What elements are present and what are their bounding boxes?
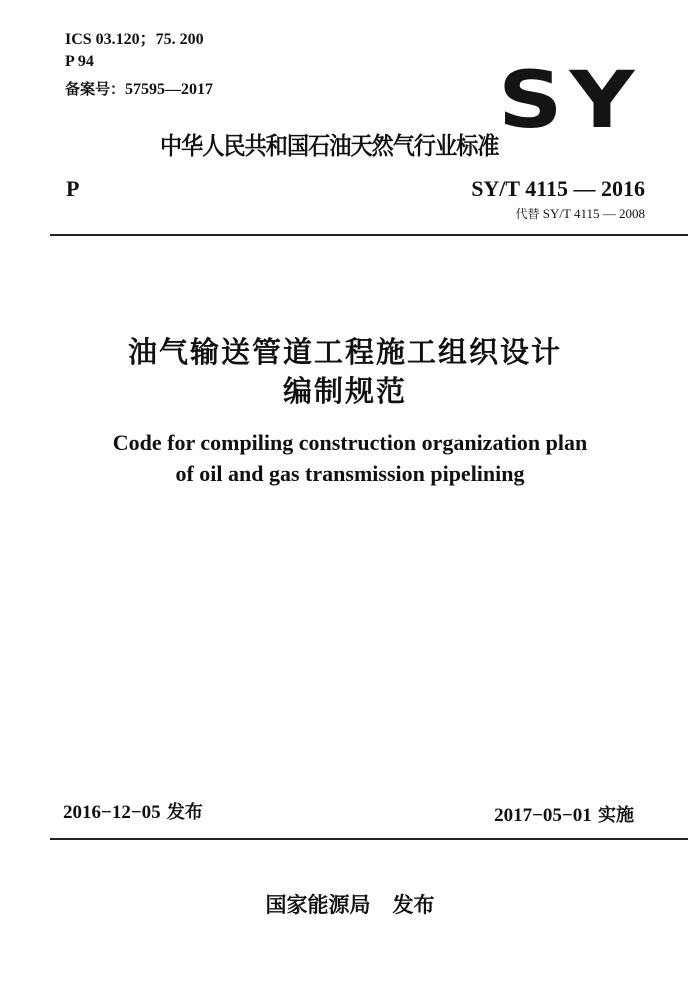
issue-label: 发布: [160, 802, 203, 823]
standard-number: SY/T 4115 — 2016: [471, 176, 645, 201]
title-chinese-line-1: 油气输送管道工程施工组织设计: [127, 335, 562, 369]
effective-date: [494, 803, 634, 829]
classification-code: P 94: [65, 53, 94, 70]
title-english-line-2: of oil and gas transmission pipelining: [175, 461, 525, 486]
publisher: 国家能源局 发布: [265, 893, 435, 917]
replaces-standard: [516, 206, 645, 222]
replaces-value: SY/T 4115 — 2008: [539, 206, 645, 221]
footer-divider: [50, 838, 688, 840]
effective-date-value: 2017−05−01: [494, 805, 592, 826]
record-value: 57595—2017: [125, 81, 214, 98]
record-label: 备案号：: [65, 80, 126, 98]
category-letter: P: [66, 176, 80, 201]
header-divider: [50, 234, 688, 236]
issue-date: [63, 800, 203, 826]
issuer-title: 中华人民共和国石油天然气行业标准: [160, 132, 499, 160]
sy-logo: SY: [498, 56, 642, 146]
ics-code: ICS 03.120；75. 200: [65, 31, 204, 48]
title-english-line-1: Code for compiling construction organization plan: [112, 430, 588, 455]
title-chinese-line-2: 编制规范: [282, 374, 407, 408]
record-number: [65, 79, 213, 100]
effective-label: 实施: [591, 805, 634, 826]
replaces-label: 代替: [515, 207, 540, 221]
issue-date-value: 2016−12−05: [63, 802, 161, 823]
